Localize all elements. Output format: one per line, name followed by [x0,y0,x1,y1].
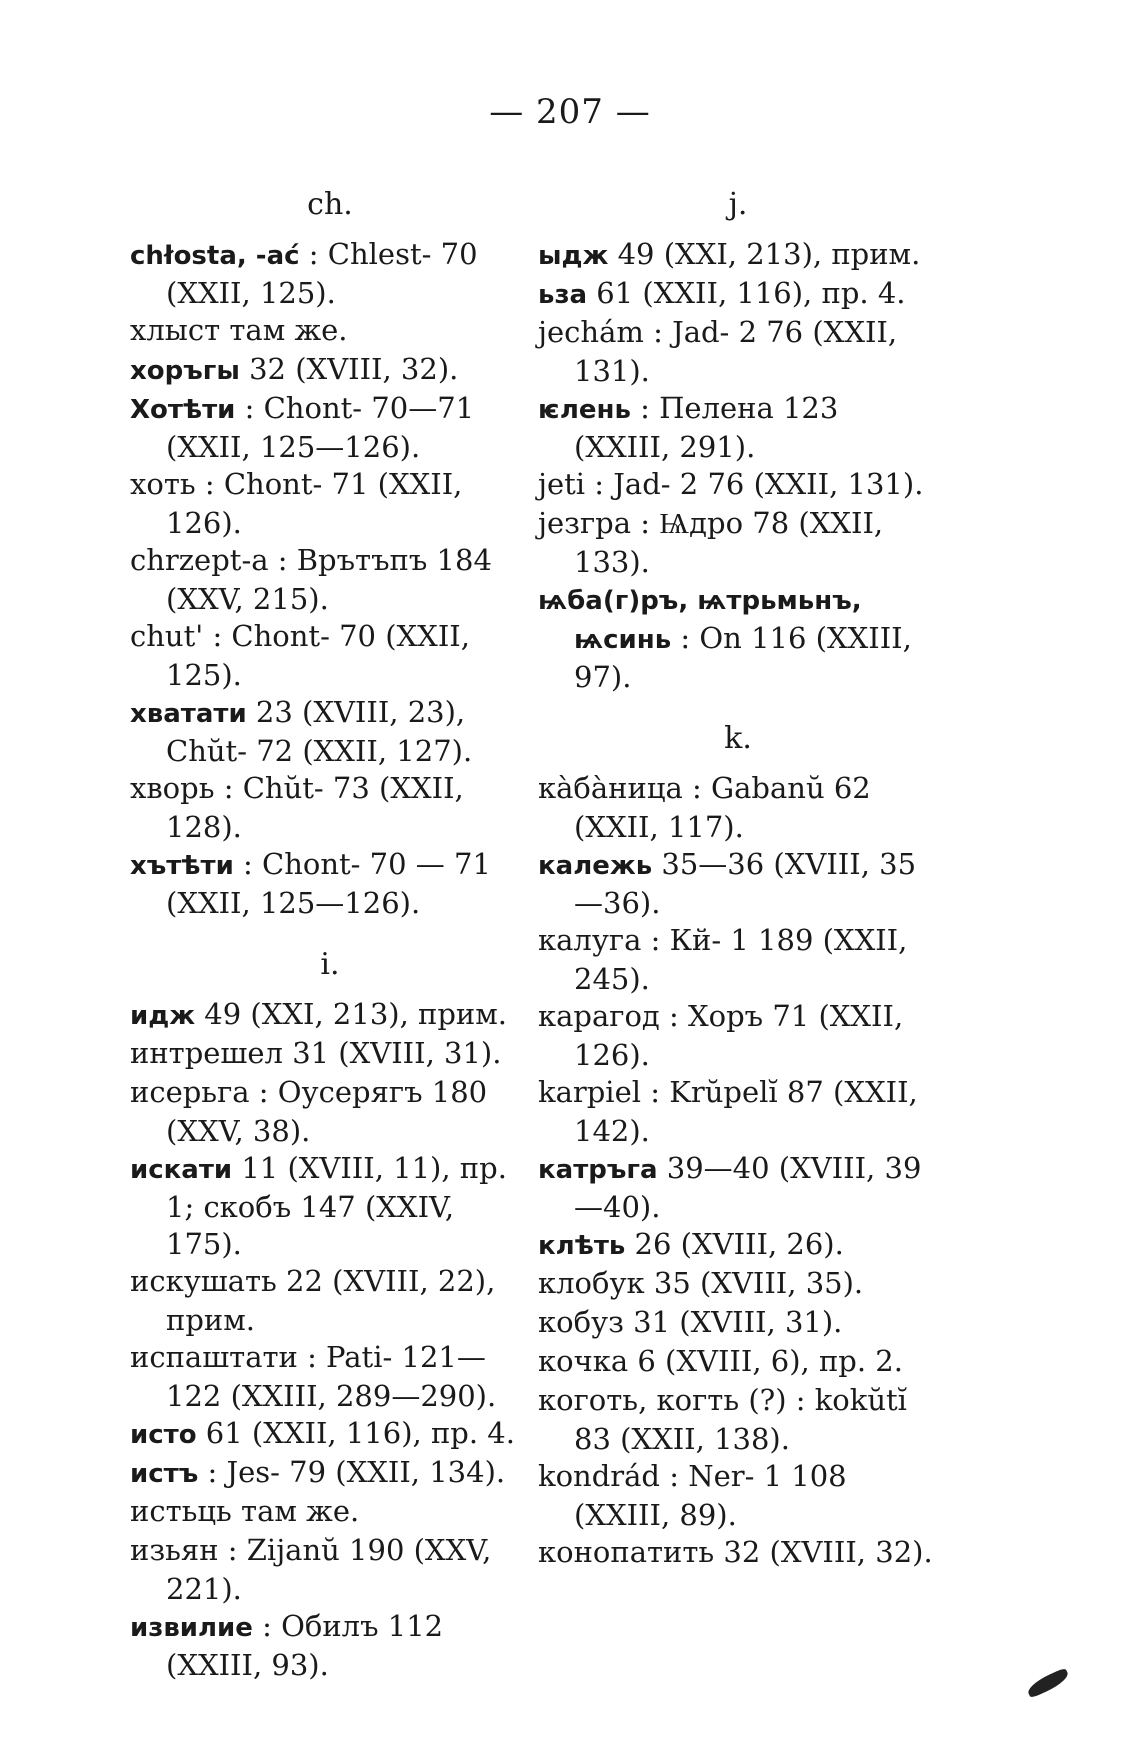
index-entry [130,466,530,542]
entry-reference: искушать 22 (XVIII, 22), прим. [130,1264,496,1337]
entry-reference: коготь, когть (?) : kokŭtĭ 83 (XXII, 138). [538,1383,907,1456]
section-letter: k. [724,721,752,756]
entry-reference: кобуз 31 (XVIII, 31). [538,1305,843,1339]
right-column [538,186,938,1573]
index-entry [130,1150,530,1263]
index-entry [538,236,938,275]
entry-reference: : Пелена 123 (XXIII, 291). [574,391,839,464]
section-letter: i. [320,947,340,982]
entry-reference: : Jes- 79 (XXII, 134). [198,1455,506,1489]
entry-reference: испаштати : Pati- 121—122 (XXIII, 289—290). [130,1340,497,1413]
index-entry [130,236,530,312]
entry-reference: chut' : Chont- 70 (XXII, 125). [130,619,470,692]
index-entry [538,1534,938,1573]
entry-reference: конопатить 32 (XVIII, 32). [538,1535,933,1569]
entry-reference: хоть : Chont- 71 (XXII, 126). [130,467,463,540]
index-entry [130,618,530,694]
index-entry [130,846,530,922]
entry-headword: катръга [538,1155,658,1185]
entry-reference: хлыст там же. [130,313,348,347]
index-entry [538,1226,938,1265]
entry-reference: karpiel : Krŭpelĭ 87 (XXII, 142). [538,1075,918,1148]
entry-headword: исто [130,1420,197,1450]
entry-reference: кàбàница : Gabanŭ 62 (XXII, 117). [538,771,871,844]
index-entry [130,351,530,390]
index-entry [130,996,530,1035]
index-entry [538,275,938,314]
index-entry [538,922,938,998]
index-entry [538,1150,938,1226]
entry-headword: ыдж [538,241,609,271]
index-entry [538,466,938,505]
index-entry [130,770,530,846]
entry-headword: хватати [130,699,247,729]
index-entry [130,390,530,466]
index-entry [538,390,938,466]
entry-reference: клобук 35 (XVIII, 35). [538,1266,864,1300]
index-entry [538,1458,938,1534]
entry-reference: 23 (XVIII, 23), Chŭt- 72 (XXII, 127). [166,695,473,768]
index-entry [538,1304,938,1343]
entry-headword: истъ [130,1459,199,1489]
entry-headword: извилие [130,1613,253,1643]
entry-headword: ѥлень [538,395,631,425]
index-entry [538,581,938,696]
entry-reference: кочка 6 (XVIII, 6), пр. 2. [538,1344,903,1378]
index-entry [130,542,530,618]
index-entry [130,1074,530,1150]
index-entry [538,1382,938,1458]
index-entry [130,1608,530,1684]
index-entry [538,314,938,390]
entry-reference: jeti : Jad- 2 76 (XXII, 131). [538,467,924,501]
index-entry [130,1493,530,1532]
index-entry [130,1035,530,1074]
entry-headword: хоръгы [130,356,240,386]
entry-reference: исерьга : Оусерягъ 180 (XXV, 38). [130,1075,488,1148]
entry-reference: 49 (XXI, 213), прим. [608,237,921,271]
index-entry [130,1263,530,1339]
index-entry [538,846,938,922]
entry-headword: хътѣти [130,851,234,881]
entry-reference: : On 116 (XXIII, 97). [574,621,912,694]
entry-reference: 49 (XXI, 213), прим. [195,997,508,1031]
entry-reference: : Chlest- 70 (XXII, 125). [166,237,478,310]
ink-mark [1025,1667,1071,1698]
entry-reference: 32 (XVIII, 32). [239,352,459,386]
index-entry [130,1339,530,1415]
entry-reference: : Обилъ 112 (XXIII, 93). [166,1609,444,1682]
entry-reference: : Chont- 70 — 71 (XXII, 125—126). [166,847,491,920]
entry-headword: клѣть [538,1231,626,1261]
entry-headword: калежь [538,851,653,881]
entry-reference: изьян : Zijanŭ 190 (XXV, 221). [130,1533,492,1606]
section-letter: j. [728,187,748,222]
index-entry [538,1265,938,1304]
entry-reference: 26 (XVIII, 26). [625,1227,844,1261]
entry-headword: искати [130,1155,233,1185]
entry-headword: ѩба(г)ръ, ѩтрьмьнъ, ѩсинь [538,586,862,655]
index-entry [130,1532,530,1608]
section-letter: ch. [307,187,353,222]
left-column [130,186,530,1684]
entry-reference: калуга : Кй- 1 189 (XXII, 245). [538,923,908,996]
page-number: — 207 — [489,92,651,132]
entry-reference: jechám : Jad- 2 76 (XXII, 131). [538,315,898,388]
index-entry [538,998,938,1074]
index-entry [538,1343,938,1382]
entry-headword: ьза [538,280,588,310]
index-entry [130,1415,530,1454]
entry-reference: истьць там же. [130,1494,360,1528]
entry-reference: chrzept-a : Врътъпъ 184 (XXV, 215). [130,543,492,616]
index-entry [538,1074,938,1150]
entry-reference: 35—36 (XVIII, 35—36). [574,847,917,920]
entry-reference: хворь : Chŭt- 73 (XXII, 128). [130,771,464,844]
entry-reference: 61 (XXII, 116), пр. 4. [196,1416,515,1450]
entry-headword: Хотѣти [130,395,236,425]
index-entry [130,694,530,770]
entry-reference: : Chont- 70—71 (XXII, 125—126). [166,391,475,464]
entry-reference: 11 (XVIII, 11), пр. 1; скобъ 147 (XXIV, 175). [166,1151,507,1261]
index-entry [538,770,938,846]
index-entry [538,505,938,581]
entry-reference: 39—40 (XVIII, 39—40). [574,1151,922,1224]
index-entry [130,312,530,351]
entry-reference: kondrád : Ner- 1 108 (XXIII, 89). [538,1459,847,1532]
entry-reference: 61 (XXII, 116), пр. 4. [587,276,906,310]
entry-reference: интрешел 31 (XVIII, 31). [130,1036,502,1070]
index-entry [130,1454,530,1493]
entry-reference: карагод : Хоръ 71 (XXII, 126). [538,999,904,1072]
entry-headword: chłosta, -ać [130,241,300,271]
entry-headword: идж [130,1001,196,1031]
entry-reference: jeзгра : Ѩдро 78 (XXII, 133). [538,506,884,579]
